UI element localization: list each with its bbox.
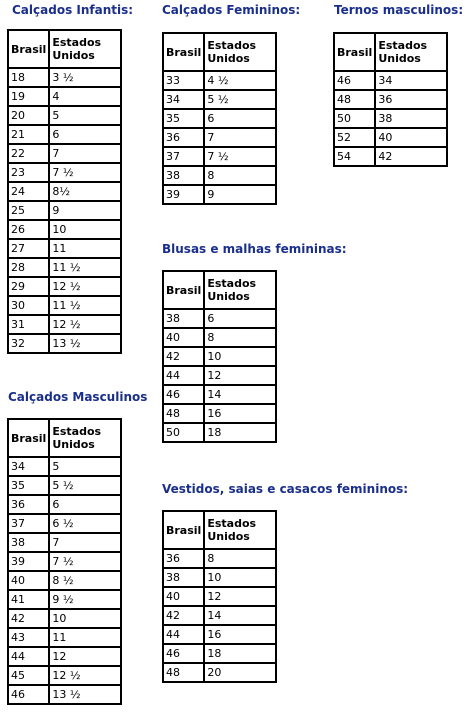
table-row	[163, 625, 276, 644]
table-row	[8, 144, 121, 163]
table-row	[8, 258, 121, 277]
cell-us-size: 3 ½	[49, 68, 121, 87]
section-title-vestidos-saias-casacos: Vestidos, saias e casacos femininos:	[162, 482, 409, 496]
cell-brasil-size: 36	[163, 128, 204, 147]
table-row	[163, 404, 276, 423]
cell-us-size: 7 ½	[49, 552, 121, 571]
table-row	[163, 587, 276, 606]
cell-us-size: 10	[204, 347, 276, 366]
cell-us-size: 11 ½	[49, 258, 121, 277]
cell-us-size: 20	[204, 663, 276, 682]
table-row	[163, 128, 276, 147]
table-row	[163, 166, 276, 185]
table-row	[8, 476, 121, 495]
cell-brasil-size: 44	[8, 647, 49, 666]
table-row	[163, 309, 276, 328]
cell-us-size: 42	[375, 147, 447, 166]
table-row	[8, 106, 121, 125]
cell-us-size: 36	[375, 90, 447, 109]
cell-brasil-size: 19	[8, 87, 49, 106]
table-row	[8, 182, 121, 201]
table-row	[8, 514, 121, 533]
cell-us-size: 4	[49, 87, 121, 106]
table-row	[8, 334, 121, 353]
header-brasil: Brasil	[163, 511, 204, 549]
cell-us-size: 12 ½	[49, 315, 121, 334]
cell-us-size: 18	[204, 644, 276, 663]
cell-us-size: 6	[49, 495, 121, 514]
table-row	[8, 296, 121, 315]
table-row	[163, 549, 276, 568]
cell-brasil-size: 34	[8, 457, 49, 476]
table-row	[334, 90, 447, 109]
cell-brasil-size: 20	[8, 106, 49, 125]
cell-us-size: 6	[204, 109, 276, 128]
cell-us-size: 5	[49, 106, 121, 125]
section-title-calcados-infantis: Calçados Infantis:	[12, 3, 134, 17]
cell-us-size: 10	[204, 568, 276, 587]
cell-us-size: 7 ½	[204, 147, 276, 166]
cell-us-size: 11 ½	[49, 296, 121, 315]
cell-brasil-size: 36	[8, 495, 49, 514]
cell-us-size: 40	[375, 128, 447, 147]
table-row	[163, 71, 276, 90]
cell-us-size: 12	[204, 366, 276, 385]
table-row	[8, 552, 121, 571]
section-title-calcados-femininos: Calçados Femininos:	[162, 3, 301, 17]
cell-us-size: 8 ½	[49, 571, 121, 590]
cell-brasil-size: 37	[163, 147, 204, 166]
table-row	[8, 277, 121, 296]
cell-brasil-size: 39	[163, 185, 204, 204]
cell-us-size: 12	[49, 647, 121, 666]
section-title-blusas-malhas-femininas: Blusas e malhas femininas:	[162, 242, 347, 256]
cell-us-size: 13 ½	[49, 685, 121, 704]
cell-us-size: 6	[204, 309, 276, 328]
cell-us-size: 4 ½	[204, 71, 276, 90]
cell-us-size: 11	[49, 628, 121, 647]
cell-brasil-size: 48	[163, 404, 204, 423]
table-row	[8, 590, 121, 609]
table-row	[8, 533, 121, 552]
cell-us-size: 34	[375, 71, 447, 90]
header-estados-unidos: Estados Unidos	[375, 33, 447, 71]
cell-brasil-size: 46	[163, 644, 204, 663]
section-title-ternos-masculinos: Ternos masculinos:	[334, 3, 464, 17]
cell-us-size: 8	[204, 166, 276, 185]
table-row	[334, 147, 447, 166]
header-brasil: Brasil	[8, 419, 49, 457]
table-row	[163, 644, 276, 663]
cell-brasil-size: 42	[8, 609, 49, 628]
cell-us-size: 8	[204, 328, 276, 347]
header-brasil: Brasil	[334, 33, 375, 71]
cell-brasil-size: 46	[8, 685, 49, 704]
header-estados-unidos: Estados Unidos	[49, 30, 121, 68]
cell-us-size: 16	[204, 625, 276, 644]
table-row	[8, 571, 121, 590]
table-row	[163, 366, 276, 385]
cell-us-size: 6 ½	[49, 514, 121, 533]
cell-brasil-size: 35	[8, 476, 49, 495]
cell-brasil-size: 37	[8, 514, 49, 533]
cell-brasil-size: 25	[8, 201, 49, 220]
header-estados-unidos: Estados Unidos	[49, 419, 121, 457]
table-row	[8, 609, 121, 628]
cell-us-size: 7	[204, 128, 276, 147]
table-row	[8, 315, 121, 334]
cell-us-size: 8	[204, 549, 276, 568]
size-table-calcados-femininos	[162, 32, 277, 205]
cell-brasil-size: 38	[163, 568, 204, 587]
header-estados-unidos: Estados Unidos	[204, 271, 276, 309]
cell-brasil-size: 18	[8, 68, 49, 87]
cell-us-size: 7	[49, 533, 121, 552]
cell-brasil-size: 35	[163, 109, 204, 128]
cell-brasil-size: 45	[8, 666, 49, 685]
cell-us-size: 14	[204, 385, 276, 404]
cell-us-size: 9 ½	[49, 590, 121, 609]
table-row	[8, 201, 121, 220]
table-row	[8, 666, 121, 685]
cell-brasil-size: 22	[8, 144, 49, 163]
table-row	[8, 68, 121, 87]
table-row	[334, 71, 447, 90]
cell-brasil-size: 27	[8, 239, 49, 258]
table-row	[334, 128, 447, 147]
table-row	[163, 423, 276, 442]
cell-us-size: 12 ½	[49, 666, 121, 685]
cell-brasil-size: 24	[8, 182, 49, 201]
cell-brasil-size: 43	[8, 628, 49, 647]
table-row	[8, 628, 121, 647]
header-brasil: Brasil	[163, 33, 204, 71]
cell-brasil-size: 42	[163, 606, 204, 625]
cell-brasil-size: 29	[8, 277, 49, 296]
cell-brasil-size: 21	[8, 125, 49, 144]
cell-brasil-size: 36	[163, 549, 204, 568]
header-brasil: Brasil	[163, 271, 204, 309]
cell-brasil-size: 41	[8, 590, 49, 609]
cell-brasil-size: 48	[163, 663, 204, 682]
cell-brasil-size: 34	[163, 90, 204, 109]
table-row	[163, 663, 276, 682]
cell-brasil-size: 31	[8, 315, 49, 334]
cell-brasil-size: 40	[163, 328, 204, 347]
table-row	[8, 125, 121, 144]
cell-brasil-size: 46	[163, 385, 204, 404]
cell-us-size: 5 ½	[204, 90, 276, 109]
table-row	[163, 347, 276, 366]
cell-brasil-size: 38	[8, 533, 49, 552]
cell-brasil-size: 44	[163, 625, 204, 644]
cell-us-size: 10	[49, 220, 121, 239]
table-row	[163, 606, 276, 625]
table-row	[163, 147, 276, 166]
table-row	[8, 239, 121, 258]
header-estados-unidos: Estados Unidos	[204, 511, 276, 549]
table-row	[163, 385, 276, 404]
cell-brasil-size: 50	[334, 109, 375, 128]
cell-us-size: 11	[49, 239, 121, 258]
table-row	[8, 87, 121, 106]
header-estados-unidos: Estados Unidos	[204, 33, 276, 71]
cell-us-size: 12 ½	[49, 277, 121, 296]
cell-brasil-size: 28	[8, 258, 49, 277]
table-row	[8, 685, 121, 704]
cell-brasil-size: 54	[334, 147, 375, 166]
header-brasil: Brasil	[8, 30, 49, 68]
table-row	[163, 109, 276, 128]
cell-brasil-size: 44	[163, 366, 204, 385]
cell-brasil-size: 39	[8, 552, 49, 571]
cell-us-size: 38	[375, 109, 447, 128]
table-row	[163, 328, 276, 347]
cell-brasil-size: 52	[334, 128, 375, 147]
size-table-ternos-masculinos	[333, 32, 448, 167]
size-table-calcados-infantis	[7, 29, 122, 354]
cell-us-size: 18	[204, 423, 276, 442]
table-row	[163, 90, 276, 109]
cell-us-size: 16	[204, 404, 276, 423]
cell-us-size: 7 ½	[49, 163, 121, 182]
cell-us-size: 10	[49, 609, 121, 628]
table-row	[8, 220, 121, 239]
table-row	[163, 568, 276, 587]
cell-brasil-size: 38	[163, 166, 204, 185]
cell-brasil-size: 50	[163, 423, 204, 442]
cell-brasil-size: 38	[163, 309, 204, 328]
cell-brasil-size: 23	[8, 163, 49, 182]
cell-us-size: 7	[49, 144, 121, 163]
table-row	[163, 185, 276, 204]
cell-us-size: 12	[204, 587, 276, 606]
section-title-calcados-masculinos: Calçados Masculinos	[8, 390, 148, 404]
cell-us-size: 8½	[49, 182, 121, 201]
cell-us-size: 6	[49, 125, 121, 144]
cell-brasil-size: 30	[8, 296, 49, 315]
cell-brasil-size: 40	[163, 587, 204, 606]
size-table-vestidos-saias-casacos	[162, 510, 277, 683]
table-row	[8, 457, 121, 476]
table-row	[8, 163, 121, 182]
cell-us-size: 14	[204, 606, 276, 625]
cell-us-size: 9	[204, 185, 276, 204]
cell-us-size: 5	[49, 457, 121, 476]
cell-brasil-size: 32	[8, 334, 49, 353]
cell-brasil-size: 46	[334, 71, 375, 90]
cell-brasil-size: 40	[8, 571, 49, 590]
table-row	[8, 495, 121, 514]
cell-brasil-size: 42	[163, 347, 204, 366]
table-row	[8, 647, 121, 666]
table-row	[334, 109, 447, 128]
size-table-calcados-masculinos	[7, 418, 122, 705]
cell-brasil-size: 33	[163, 71, 204, 90]
cell-us-size: 5 ½	[49, 476, 121, 495]
size-table-blusas-malhas-femininas	[162, 270, 277, 443]
cell-brasil-size: 48	[334, 90, 375, 109]
cell-us-size: 9	[49, 201, 121, 220]
cell-brasil-size: 26	[8, 220, 49, 239]
cell-us-size: 13 ½	[49, 334, 121, 353]
